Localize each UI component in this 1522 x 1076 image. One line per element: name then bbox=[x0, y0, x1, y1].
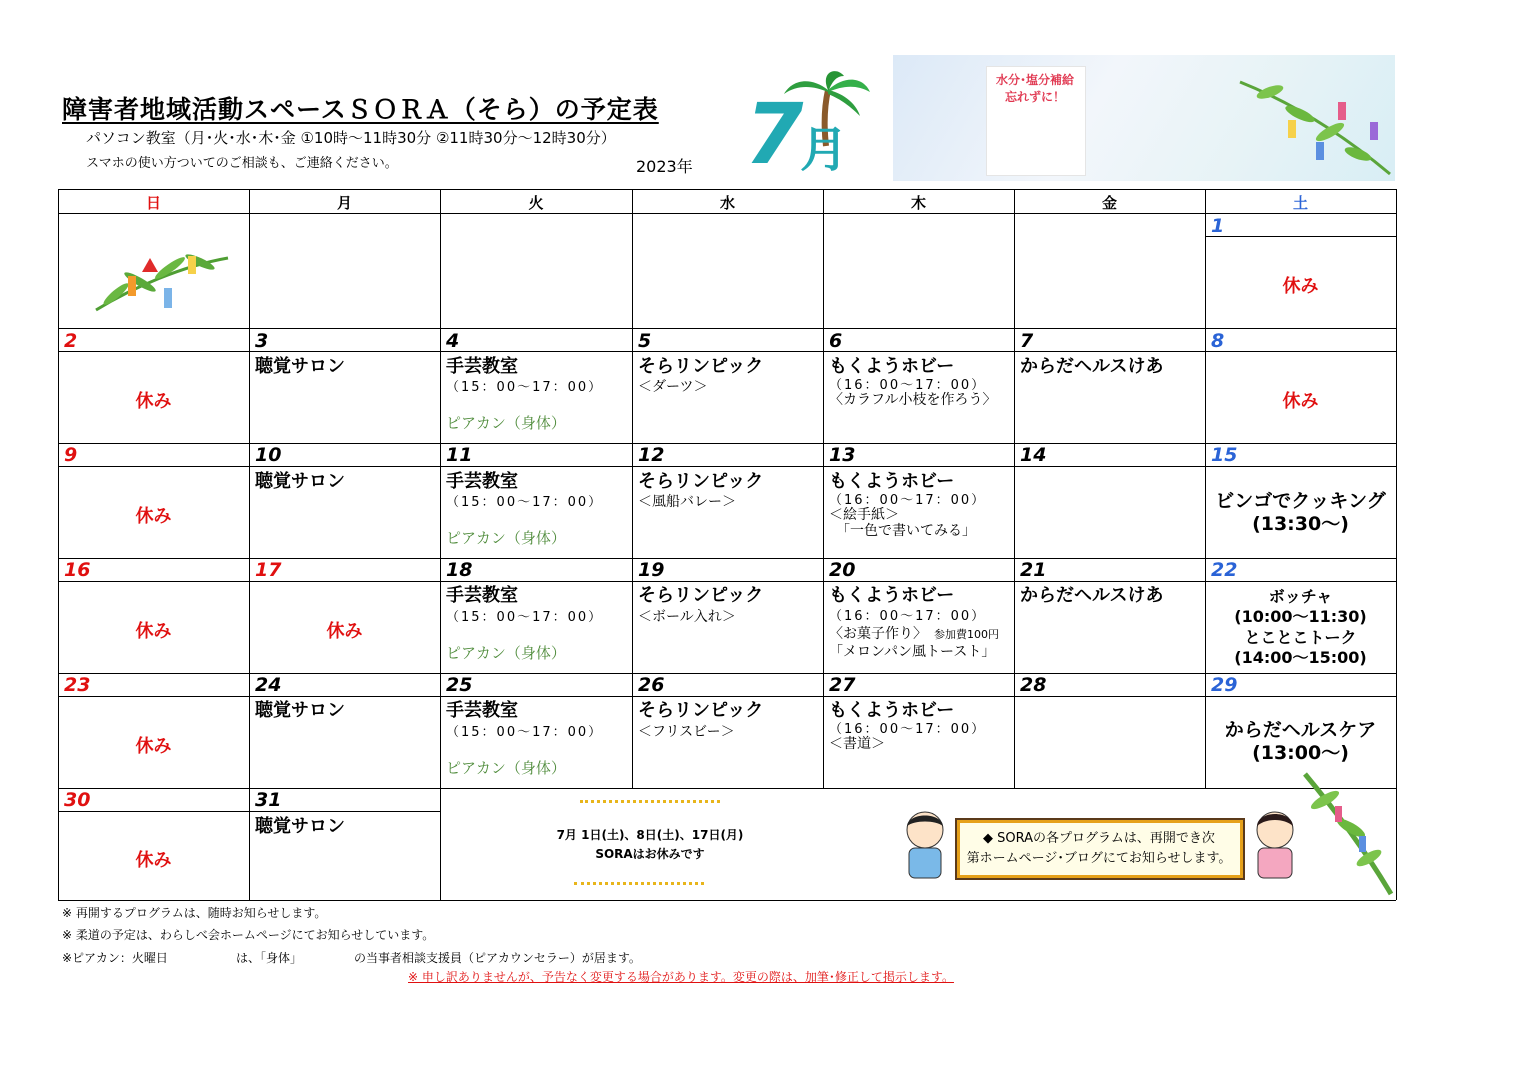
rest-label: 休み bbox=[135, 850, 172, 871]
weekday-tue: 火 bbox=[528, 194, 544, 212]
event-title: 手芸教室 bbox=[446, 585, 518, 606]
date-number: 15 bbox=[1211, 444, 1238, 466]
event-title: もくようホビー bbox=[829, 585, 955, 606]
event-title: そらリンピック bbox=[638, 585, 764, 606]
event-detail: 「メロンパン風トースト」 bbox=[829, 644, 996, 660]
event-detail: 〈カラフル小枝を作ろう〉 bbox=[829, 392, 997, 408]
event-peer: ピアカン（身体） bbox=[446, 414, 566, 432]
event-time: （16：00～17：00） bbox=[829, 609, 987, 624]
event-title: そらリンピック bbox=[638, 356, 764, 377]
event-time: （15：00～17：00） bbox=[446, 380, 604, 395]
date-number: 29 bbox=[1211, 674, 1238, 696]
event-detail: 「一色で書いてみる」 bbox=[836, 523, 976, 539]
event-detail: ＜ダーツ＞ bbox=[638, 379, 708, 395]
date-number: 10 bbox=[255, 444, 282, 466]
pc-class-info: パソコン教室（月･火･水･木･金 ①10時～11時30分 ②11時30分～12時30分） bbox=[86, 129, 616, 147]
date-number: 22 bbox=[1211, 559, 1238, 581]
bamboo-icon bbox=[1230, 62, 1395, 180]
event-title: からだヘルスけあ bbox=[1020, 585, 1164, 606]
grid-line bbox=[1396, 189, 1397, 900]
date-number: 11 bbox=[446, 444, 473, 466]
date-number: 1 bbox=[1211, 215, 1225, 237]
change-notice: ※ 申し訳ありませんが、予告なく変更する場合があります。変更の際は、加筆･修正して掲示します。 bbox=[408, 970, 954, 984]
event-peer: ピアカン（身体） bbox=[446, 644, 566, 662]
date-number: 12 bbox=[638, 444, 665, 466]
weekday-thu: 木 bbox=[910, 194, 926, 212]
grid-line bbox=[632, 189, 633, 788]
event-title: もくようホビー bbox=[829, 471, 955, 492]
event-detail: ＜絵手紙＞ bbox=[829, 507, 899, 523]
footer-note: ※ピアカン：火曜日 bbox=[62, 951, 168, 965]
date-number: 13 bbox=[829, 444, 856, 466]
date-number: 21 bbox=[1020, 559, 1047, 581]
event-detail: ＜書道＞ bbox=[829, 736, 885, 752]
event-fee: 参加費100円 bbox=[934, 628, 999, 641]
date-number: 25 bbox=[446, 674, 473, 696]
date-number: 16 bbox=[64, 559, 91, 581]
year-label: 2023年 bbox=[636, 157, 693, 176]
event-peer: ピアカン（身体） bbox=[446, 529, 566, 547]
event-time: （16：00～17：00） bbox=[829, 722, 987, 737]
rest-label: 休み bbox=[135, 621, 172, 642]
banner-sign-text: 水分･塩分補給 忘れずに！ bbox=[995, 73, 1074, 105]
event-detail: ＜ボール入れ＞ bbox=[638, 609, 736, 625]
month-kanji: 月 bbox=[800, 122, 849, 178]
orihime-boy-icon bbox=[895, 808, 955, 882]
date-number: 4 bbox=[446, 330, 460, 352]
event-title: 聴覚サロン bbox=[255, 356, 345, 377]
event-title: 手芸教室 bbox=[446, 471, 518, 492]
date-number: 17 bbox=[255, 559, 282, 581]
event-title: もくようホビー bbox=[829, 700, 955, 721]
bamboo-icon bbox=[1295, 770, 1395, 898]
event-time: （15：00～17：00） bbox=[446, 495, 604, 510]
footer-note: の当事者相談支援員（ピアカウンセラー）が居ます。 bbox=[354, 951, 641, 965]
event-title: 手芸教室 bbox=[446, 700, 518, 721]
date-number: 18 bbox=[446, 559, 473, 581]
event-title: 聴覚サロン bbox=[255, 471, 345, 492]
date-number: 20 bbox=[829, 559, 856, 581]
event-title: そらリンピック bbox=[638, 471, 764, 492]
date-number: 26 bbox=[638, 674, 665, 696]
date-number: 6 bbox=[829, 330, 843, 352]
saturday-event: ビンゴでクッキング (13:30～) bbox=[1215, 490, 1386, 535]
weekday-sun: 日 bbox=[145, 194, 161, 212]
event-title: 聴覚サロン bbox=[255, 816, 345, 837]
footer-note: は、｢身体」 bbox=[236, 951, 303, 965]
date-number: 30 bbox=[64, 789, 91, 811]
date-number: 2 bbox=[64, 330, 78, 352]
date-number: 9 bbox=[64, 444, 78, 466]
rest-label: 休み bbox=[135, 506, 172, 527]
grid-line bbox=[58, 328, 1396, 329]
event-time: （15：00～17：00） bbox=[446, 610, 604, 625]
event-time: （16：00～17：00） bbox=[829, 493, 987, 508]
event-detail: ＜フリスビー＞ bbox=[638, 724, 735, 740]
rest-label: 休み bbox=[1282, 391, 1319, 412]
date-number: 3 bbox=[255, 330, 269, 352]
rest-label: 休み bbox=[326, 621, 363, 642]
footer-note: ※ 再開するプログラムは、随時お知らせします。 bbox=[62, 906, 327, 920]
date-number: 23 bbox=[64, 674, 91, 696]
grid-line bbox=[823, 189, 824, 788]
smartphone-info: スマホの使い方ついてのご相談も、ご連絡ください。 bbox=[86, 156, 398, 171]
rest-label: 休み bbox=[1282, 276, 1319, 297]
event-time: （16：00～17：00） bbox=[829, 378, 987, 393]
rest-label: 休み bbox=[135, 736, 172, 757]
date-number: 5 bbox=[638, 330, 652, 352]
event-peer: ピアカン（身体） bbox=[446, 759, 566, 777]
grid-line bbox=[249, 189, 250, 900]
saturday-event: ボッチャ (10:00～11:30) とことこトーク (14:00～15:00) bbox=[1234, 587, 1367, 668]
star-garland bbox=[580, 800, 720, 807]
weekday-wed: 水 bbox=[719, 194, 735, 212]
footer-note: ※ 柔道の予定は、わらしべ会ホームページにてお知らせしています。 bbox=[62, 928, 435, 942]
date-number: 31 bbox=[255, 789, 282, 811]
page-title: 障害者地域活動スペースＳＯＲＡ（そら）の予定表 bbox=[62, 95, 659, 124]
grid-line bbox=[1205, 236, 1396, 237]
grid-line bbox=[440, 189, 441, 900]
grid-line bbox=[58, 900, 1396, 901]
grid-line bbox=[58, 213, 1396, 214]
weekday-sat: 土 bbox=[1292, 194, 1308, 212]
date-number: 8 bbox=[1211, 330, 1225, 352]
tanabata-bamboo-icon bbox=[92, 228, 232, 320]
event-title: からだヘルスけあ bbox=[1020, 356, 1164, 377]
event-detail: ＜風船バレー＞ bbox=[638, 494, 736, 510]
event-title: 手芸教室 bbox=[446, 356, 518, 377]
date-number: 27 bbox=[829, 674, 856, 696]
saturday-event: からだヘルスケア (13:00～) bbox=[1224, 719, 1377, 764]
event-time: （15：00～17：00） bbox=[446, 725, 604, 740]
grid-line bbox=[58, 189, 1396, 190]
notice-text: ◆ SORAの各プログラムは、再開でき次 第ホームページ･ブログにてお知らせします。 bbox=[966, 831, 1232, 866]
event-title: もくようホビー bbox=[829, 356, 955, 377]
date-number: 7 bbox=[1020, 330, 1034, 352]
event-title: 聴覚サロン bbox=[255, 700, 345, 721]
closed-days-note: 7月 1日(土)、8日(土)、17日(月) SORAはお休みです bbox=[556, 828, 744, 862]
weekday-fri: 金 bbox=[1101, 194, 1117, 212]
event-detail: 〈お菓子作り〉 bbox=[829, 626, 927, 642]
date-number: 28 bbox=[1020, 674, 1047, 696]
grid-line bbox=[58, 189, 59, 900]
event-title: そらリンピック bbox=[638, 700, 764, 721]
weekday-mon: 月 bbox=[336, 194, 352, 212]
date-number: 14 bbox=[1020, 444, 1047, 466]
month-number: 7 bbox=[745, 85, 804, 183]
rest-label: 休み bbox=[135, 391, 172, 412]
grid-line bbox=[1014, 189, 1015, 788]
star-garland bbox=[574, 882, 704, 889]
date-number: 19 bbox=[638, 559, 665, 581]
date-number: 24 bbox=[255, 674, 282, 696]
